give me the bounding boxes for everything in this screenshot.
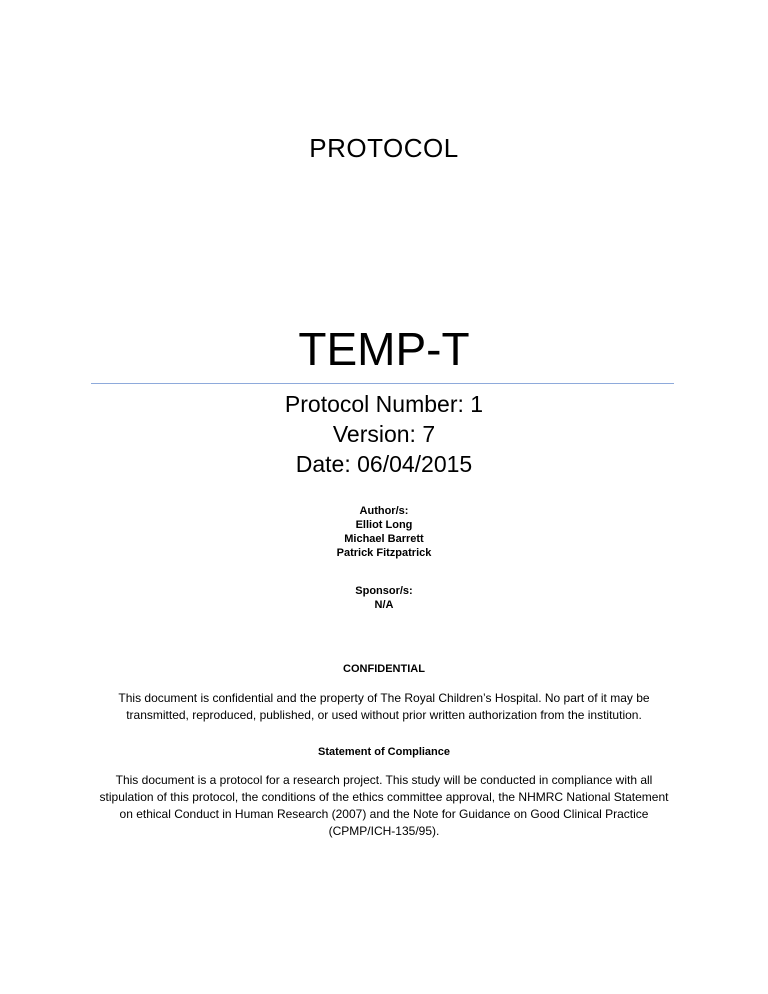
sponsors-block xyxy=(0,584,768,612)
compliance-heading: Statement of Compliance xyxy=(317,746,451,758)
authors-label: Author/s: xyxy=(359,505,409,517)
document-date: Date: 06/04/2015 xyxy=(295,451,473,477)
sponsors-label: Sponsor/s: xyxy=(355,585,413,597)
title-divider xyxy=(91,383,674,384)
version-number: Version: 7 xyxy=(332,421,436,447)
author-name: Patrick Fitzpatrick xyxy=(336,547,432,559)
document-title: TEMP-T xyxy=(298,323,470,375)
confidential-heading: CONFIDENTIAL xyxy=(343,663,425,675)
document-type-label: PROTOCOL xyxy=(309,133,459,163)
authors-block xyxy=(0,504,768,560)
protocol-number: Protocol Number: 1 xyxy=(284,391,484,417)
author-name: Elliot Long xyxy=(355,519,413,531)
confidential-paragraph: This document is confidential and the property of The Royal Children’s Hospital. No part of it may be transmitted, reproduced, published, or used without prior written authorization from the institution. xyxy=(118,691,650,722)
compliance-paragraph: This document is a protocol for a research project. This study will be conducted in compliance with all stipulation of this protocol, the conditions of the ethics committee approval, the NHMRC National Statement on ethical Conduct in Human Research (2007) and the Note for Guidance on Good Clinical Practice (CPMP/ICH-135/95). xyxy=(99,773,669,838)
sponsors-value: N/A xyxy=(374,599,394,611)
author-name: Michael Barrett xyxy=(344,533,424,545)
